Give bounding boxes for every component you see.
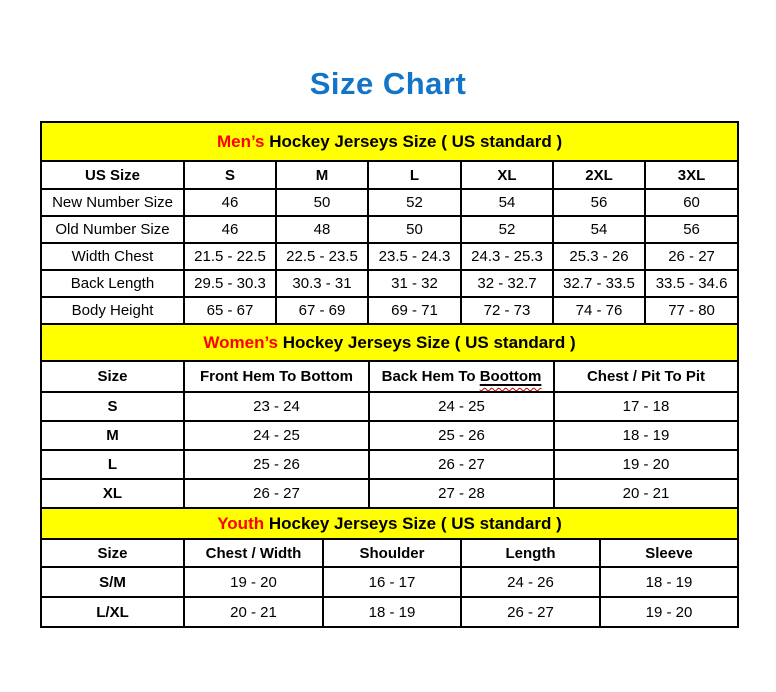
value-cell: 56: [645, 216, 738, 243]
value-cell: 24 - 25: [369, 392, 554, 421]
row-label: S/M: [41, 567, 184, 597]
table-row: [41, 479, 738, 508]
column-header: Chest / Width: [184, 539, 323, 567]
value-cell: 29.5 - 30.3: [184, 270, 276, 297]
value-cell: 30.3 - 31: [276, 270, 368, 297]
row-label: Old Number Size: [41, 216, 184, 243]
womens-section-title: [41, 324, 738, 361]
back-hem-prefix: Back Hem To: [381, 368, 480, 385]
table-row: [41, 450, 738, 479]
value-cell: 25.3 - 26: [553, 243, 645, 270]
value-cell: 72 - 73: [461, 297, 553, 324]
value-cell: 48: [276, 216, 368, 243]
value-cell: 19 - 20: [554, 450, 738, 479]
mens-header-row: [41, 161, 738, 189]
column-header-misspelled: [369, 361, 554, 392]
row-label: Width Chest: [41, 243, 184, 270]
column-header: XL: [461, 161, 553, 189]
womens-size-table: [40, 323, 739, 509]
value-cell: 77 - 80: [645, 297, 738, 324]
mens-section-title: [41, 122, 738, 161]
table-row: [41, 421, 738, 450]
table-row: [41, 216, 738, 243]
value-cell: 18 - 19: [323, 597, 461, 627]
page-title: Size Chart: [309, 66, 467, 101]
value-cell: 22.5 - 23.5: [276, 243, 368, 270]
value-cell: 27 - 28: [369, 479, 554, 508]
youth-section-title: [41, 508, 738, 539]
value-cell: 50: [276, 189, 368, 216]
value-cell: 31 - 32: [368, 270, 461, 297]
table-row: [41, 597, 738, 627]
column-header: Size: [41, 539, 184, 567]
value-cell: 20 - 21: [184, 597, 323, 627]
column-header: 3XL: [645, 161, 738, 189]
table-row: [41, 567, 738, 597]
youth-header-row: [41, 539, 738, 567]
row-label: S: [41, 392, 184, 421]
value-cell: 26 - 27: [369, 450, 554, 479]
table-row: [41, 243, 738, 270]
value-cell: 60: [645, 189, 738, 216]
value-cell: 21.5 - 22.5: [184, 243, 276, 270]
value-cell: 23.5 - 24.3: [368, 243, 461, 270]
value-cell: 32 - 32.7: [461, 270, 553, 297]
value-cell: 19 - 20: [600, 597, 738, 627]
value-cell: 32.7 - 33.5: [553, 270, 645, 297]
value-cell: 20 - 21: [554, 479, 738, 508]
youth-title-highlight: Youth: [217, 513, 265, 533]
column-header: Sleeve: [600, 539, 738, 567]
value-cell: 26 - 27: [184, 479, 369, 508]
value-cell: 65 - 67: [184, 297, 276, 324]
value-cell: 56: [553, 189, 645, 216]
row-label: L/XL: [41, 597, 184, 627]
value-cell: 26 - 27: [645, 243, 738, 270]
column-header: L: [368, 161, 461, 189]
value-cell: 74 - 76: [553, 297, 645, 324]
row-label: L: [41, 450, 184, 479]
womens-title-rest: Hockey Jerseys Size ( US standard ): [278, 332, 576, 352]
value-cell: 25 - 26: [369, 421, 554, 450]
mens-title-highlight: Men’s: [216, 131, 265, 151]
row-label: Body Height: [41, 297, 184, 324]
value-cell: 23 - 24: [184, 392, 369, 421]
value-cell: 52: [461, 216, 553, 243]
column-header: 2XL: [553, 161, 645, 189]
womens-section-band: [41, 324, 738, 361]
row-label: XL: [41, 479, 184, 508]
youth-title-rest: Hockey Jerseys Size ( US standard ): [264, 513, 562, 533]
column-header: M: [276, 161, 368, 189]
mens-title-rest: Hockey Jerseys Size ( US standard ): [264, 131, 563, 151]
row-label: M: [41, 421, 184, 450]
value-cell: 69 - 71: [368, 297, 461, 324]
column-header: Length: [461, 539, 600, 567]
value-cell: 18 - 19: [554, 421, 738, 450]
value-cell: 25 - 26: [184, 450, 369, 479]
value-cell: 54: [553, 216, 645, 243]
value-cell: 19 - 20: [184, 567, 323, 597]
value-cell: 50: [368, 216, 461, 243]
size-tables-container: [40, 121, 737, 628]
column-header: Size: [41, 361, 184, 392]
value-cell: 18 - 19: [600, 567, 738, 597]
value-cell: 24 - 26: [461, 567, 600, 597]
column-header: Front Hem To Bottom: [184, 361, 369, 392]
row-label: Back Length: [41, 270, 184, 297]
column-header: S: [184, 161, 276, 189]
table-row: [41, 392, 738, 421]
value-cell: 33.5 - 34.6: [645, 270, 738, 297]
misspelled-word-underline: [480, 368, 542, 385]
table-row: [41, 297, 738, 324]
value-cell: 24.3 - 25.3: [461, 243, 553, 270]
column-header: US Size: [41, 161, 184, 189]
mens-section-band: [41, 122, 738, 161]
value-cell: 16 - 17: [323, 567, 461, 597]
mens-size-table: [40, 121, 739, 325]
column-header: Chest / Pit To Pit: [554, 361, 738, 392]
value-cell: 46: [184, 189, 276, 216]
value-cell: 26 - 27: [461, 597, 600, 627]
youth-section-band: [41, 508, 738, 539]
value-cell: 54: [461, 189, 553, 216]
value-cell: 24 - 25: [184, 421, 369, 450]
value-cell: 46: [184, 216, 276, 243]
table-row: [41, 270, 738, 297]
spellcheck-squiggle: Boottom: [479, 368, 542, 385]
womens-header-row: [41, 361, 738, 392]
value-cell: 17 - 18: [554, 392, 738, 421]
column-header: Shoulder: [323, 539, 461, 567]
womens-title-highlight: Women’s: [203, 332, 278, 352]
youth-size-table: [40, 507, 739, 628]
value-cell: 52: [368, 189, 461, 216]
value-cell: 67 - 69: [276, 297, 368, 324]
row-label: New Number Size: [41, 189, 184, 216]
table-row: [41, 189, 738, 216]
